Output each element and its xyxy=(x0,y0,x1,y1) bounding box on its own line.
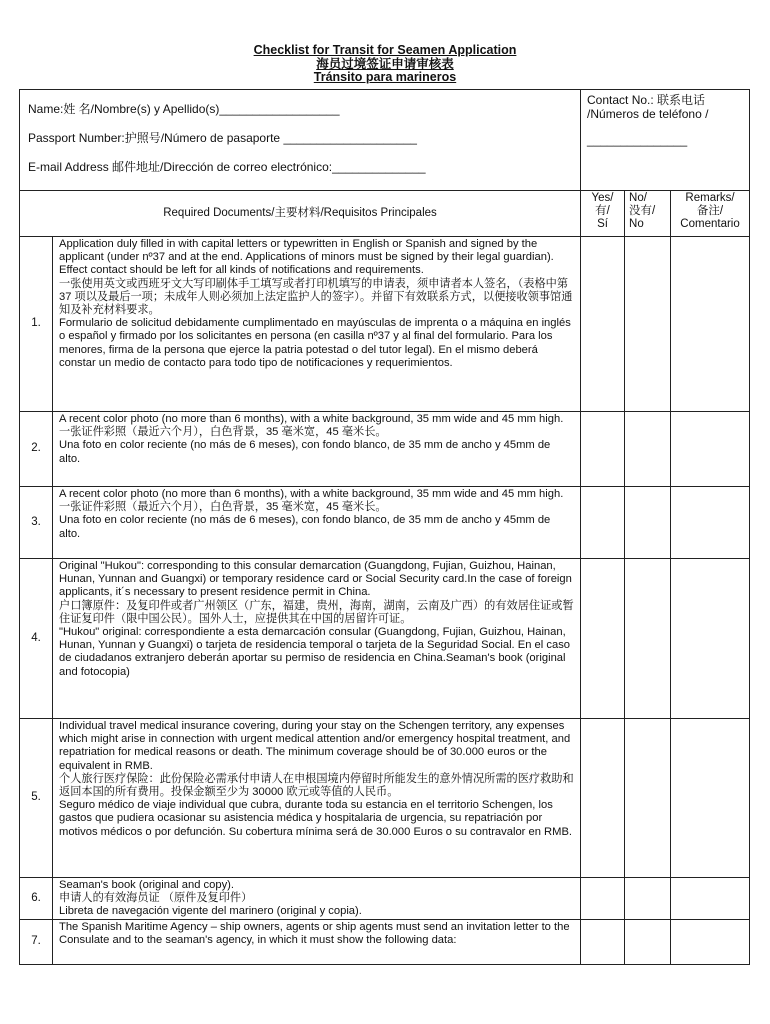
item-description-paragraph: Libreta de navegación vigente del marinero (original y copia). xyxy=(59,905,362,918)
yes-checkbox-cell[interactable] xyxy=(581,487,625,559)
item-description-paragraph: 申请人的有效海员证 （原件及复印件） xyxy=(59,892,253,905)
item-description xyxy=(53,487,581,559)
item-description-paragraph: Original "Hukou": corresponding to this consular demarcation (Guangdong, Fujian, Guizhou, Hainan, Hunan, Yunnan and Guangxi) or temporary residence card or Social Security card.In the case of foreign applicants, it´s necessary to present residence permit in China. xyxy=(59,560,572,599)
item-description-paragraph: A recent color photo (no more than 6 months), with a white background, 35 mm wide and 45 mm high. xyxy=(59,488,564,500)
remarks-cell[interactable] xyxy=(671,919,750,964)
checklist-items xyxy=(20,237,750,965)
applicant-info-cell xyxy=(20,90,581,191)
checklist-row xyxy=(20,237,750,412)
item-description-paragraph: The Spanish Maritime Agency – ship owners, agents or ship agents must send an invitation letter to the Consulate and to the seaman's agency, in which it must show the following data: xyxy=(59,920,570,946)
item-description-paragraph: A recent color photo (no more than 6 months), with a white background, 35 mm wide and 45 mm high. xyxy=(59,413,564,425)
title-spanish: Tránsito para marineros xyxy=(313,70,457,84)
item-description xyxy=(53,237,581,412)
yes-checkbox-cell[interactable] xyxy=(581,919,625,964)
item-description-paragraph: Seguro médico de viaje individual que cubra, durante toda su estancia en el territorio Schengen, los gastos que pudiera ocasionar su asistencia médica y hospitalaria de urgencia, su repatriación por motivos médicos o por defunción. Su cobertura mínima será de 30.000 Euros o su contravalor en RMB. xyxy=(59,799,573,838)
item-number: 3. xyxy=(20,487,53,559)
no-checkbox-cell[interactable] xyxy=(625,412,671,487)
remarks-cell[interactable] xyxy=(671,559,750,719)
no-checkbox-cell[interactable] xyxy=(625,919,671,964)
no-checkbox-cell[interactable] xyxy=(625,237,671,412)
no-checkbox-cell[interactable] xyxy=(625,878,671,920)
yes-checkbox-cell[interactable] xyxy=(581,559,625,719)
no-checkbox-cell[interactable] xyxy=(625,719,671,878)
item-description-paragraph: 个人旅行医疗保险：此份保险必需承付申请人在申根国境内停留时所能发生的意外情况所需的医疗救助和返回本国的所有费用。投保金额至少为 30000 欧元或等值的人民币。 xyxy=(59,772,574,799)
contact-label: Contact No.: 联系电话 xyxy=(587,93,706,107)
checklist-row xyxy=(20,719,750,878)
contact-label-es: /Números de teléfono / xyxy=(587,107,709,121)
item-description-paragraph: 一张证件彩照（最近六个月），白色背景，35 毫米宽，45 毫米长。 xyxy=(59,501,387,514)
item-description-paragraph: Individual travel medical insurance covering, during your stay on the Schengen territory, any expenses which might arise in connection with urgent medical attention and/or emergency hospital treatment, and repatriation for medical reasons or death. The minimum coverage should be of 30.000 euros or the equivalent in RMB. xyxy=(59,720,571,772)
item-description-paragraph: Seaman's book (original and copy). xyxy=(59,879,235,891)
checklist-row xyxy=(20,919,750,964)
contact-field[interactable]: _______________ xyxy=(587,133,688,147)
no-checkbox-cell[interactable] xyxy=(625,487,671,559)
checklist-row xyxy=(20,878,750,920)
item-description-paragraph: "Hukou" original: correspondiente a esta demarcación consular (Guangdong, Fujian, Guizhou, Hainan, Hunan, Yunnan y Guangxi) o tarjeta de residencia temporal o tarjeta de la Seguridad Social. En el caso de ciudadanos extranjero deberán aportar su permiso de residencia en China.Seaman's book (original and fotocopia) xyxy=(59,626,571,678)
item-description xyxy=(53,719,581,878)
item-number: 7. xyxy=(20,919,53,964)
item-number: 6. xyxy=(20,878,53,920)
item-number: 2. xyxy=(20,412,53,487)
yes-checkbox-cell[interactable] xyxy=(581,412,625,487)
no-checkbox-cell[interactable] xyxy=(625,559,671,719)
checklist-row xyxy=(20,487,750,559)
item-description-paragraph: Formulario de solicitud debidamente cumplimentado en mayúsculas de imprenta o a máquina en inglés o español y firmado por los solicitantes en persona (en casilla nº37 y al final del formulario. Para los menores, firma de la persona que ejerce la patria potestad o del tutor legal). En el mismo deberá constar un medio de contacto para todo tipo de notificaciones y requerimientos. xyxy=(59,317,571,369)
no-column-header: No/ 没有/ No xyxy=(625,191,671,237)
email-field[interactable]: E-mail Address 邮件地址/Dirección de correo electrónico:______________ xyxy=(28,160,426,174)
item-number: 1. xyxy=(20,237,53,412)
item-description-paragraph: Una foto en color reciente (no más de 6 meses), con fondo blanco, de 35 mm de ancho y 45mm de alto. xyxy=(59,439,551,465)
checklist-row xyxy=(20,412,750,487)
contact-cell xyxy=(581,90,750,191)
remarks-cell[interactable] xyxy=(671,487,750,559)
item-number: 5. xyxy=(20,719,53,878)
yes-checkbox-cell[interactable] xyxy=(581,878,625,920)
item-description xyxy=(53,412,581,487)
yes-checkbox-cell[interactable] xyxy=(581,719,625,878)
remarks-cell[interactable] xyxy=(671,719,750,878)
yes-column-header: Yes/ 有/ Sí xyxy=(581,191,625,237)
remarks-cell[interactable] xyxy=(671,412,750,487)
item-description-paragraph: 一张证件彩照（最近六个月），白色背景，35 毫米宽，45 毫米长。 xyxy=(59,426,387,439)
checklist-table xyxy=(19,89,750,965)
title-chinese: 海员过境签证申请审核表 xyxy=(316,56,454,71)
item-number: 4. xyxy=(20,559,53,719)
title-english: Checklist for Transit for Seamen Application xyxy=(253,43,517,57)
remarks-cell[interactable] xyxy=(671,237,750,412)
remarks-column-header: Remarks/ 备注/ Comentario xyxy=(671,191,750,237)
column-header-row xyxy=(20,191,750,237)
item-description-paragraph: Application duly filled in with capital letters or typewritten in English or Spanish and signed by the applicant (under nº37 and at the end. Applications of minors must be signed by their legal guardian). Effect contact should be left for all kinds of notifications and requirements. xyxy=(59,238,554,277)
remarks-cell[interactable] xyxy=(671,878,750,920)
checklist-row xyxy=(20,559,750,719)
item-description-paragraph: 一张使用英文或西班牙文大写印刷体手工填写或者打印机填写的申请表，须申请者本人签名，（表格中第 37 项以及最后一项；未成年人则必须加上法定监护人的签字）。并留下有效联系方式，以便接收领事馆通知及补充材料要求。 xyxy=(59,277,573,317)
document-title-block xyxy=(0,44,770,85)
item-description xyxy=(53,559,581,719)
passport-field[interactable]: Passport Number:护照号/Número de pasaporte ____________________ xyxy=(28,131,417,145)
name-field[interactable]: Name:姓 名/Nombre(s) y Apellido(s)__________________ xyxy=(28,102,340,116)
item-description xyxy=(53,878,581,920)
item-description xyxy=(53,919,581,964)
item-description-paragraph: Una foto en color reciente (no más de 6 meses), con fondo blanco, de 35 mm de ancho y 45mm de alto. xyxy=(59,514,551,540)
required-documents-header: Required Documents/主要材料/Requisitos Principales xyxy=(20,191,581,237)
yes-checkbox-cell[interactable] xyxy=(581,237,625,412)
item-description-paragraph: 户口簿原件：及复印件或者广州领区（广东，福建，贵州，海南，湖南，云南及广西）的有效居住证或暂住证复印件（限中国公民）。国外人士，应提供其在中国的居留许可证。 xyxy=(59,599,574,625)
applicant-info-row xyxy=(20,90,750,191)
